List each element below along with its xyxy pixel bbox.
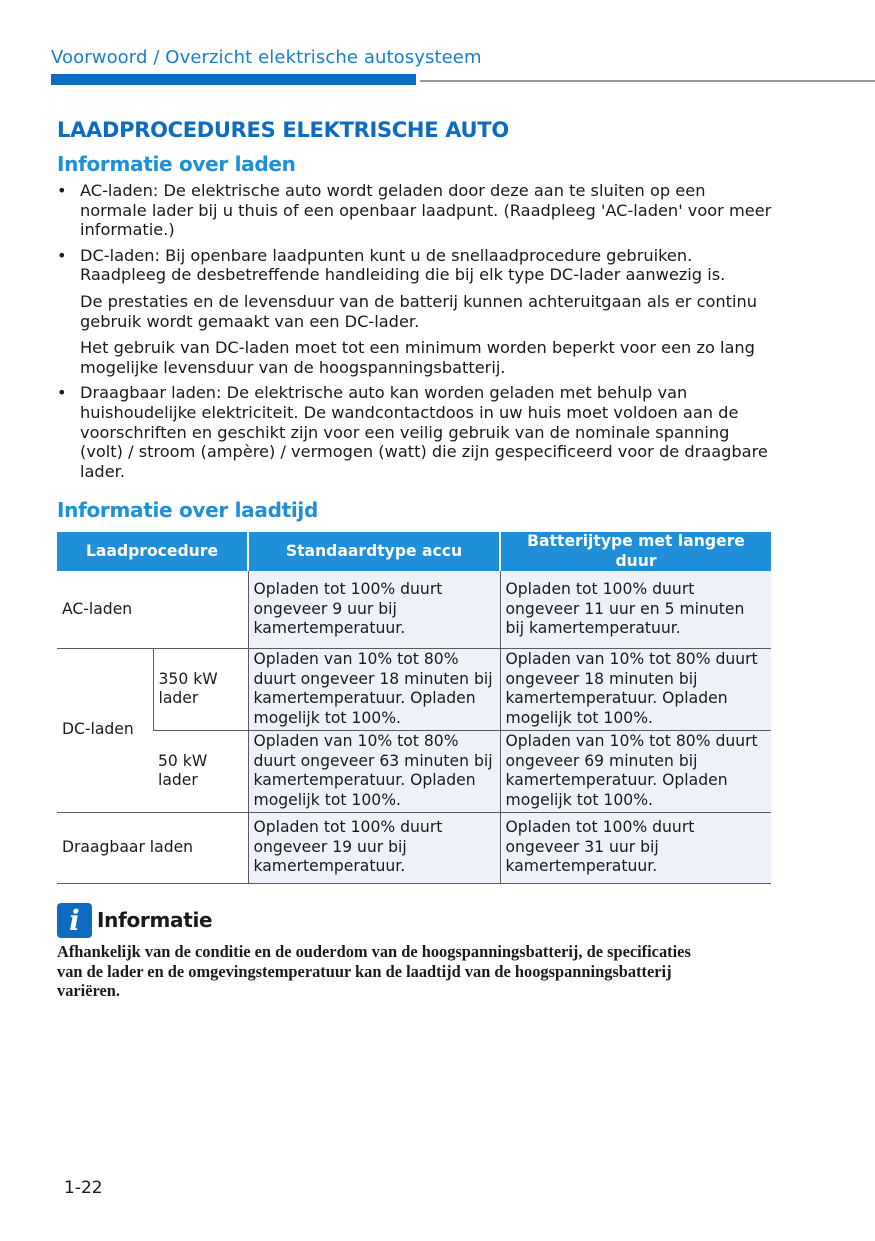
table-header: Batterijtype met langere duur [500, 532, 771, 571]
table-cell: Opladen tot 100% duurt ongeveer 19 uur bij kamertemperatuur. [248, 812, 500, 883]
table-header-row [57, 532, 771, 571]
breadcrumb: Voorwoord / Overzicht elektrische autosysteem [51, 47, 482, 68]
header-rule-grey [420, 80, 875, 82]
info-heading [57, 902, 212, 938]
bullet-icon: • [57, 245, 67, 265]
table-row [57, 730, 771, 812]
row-sublabel: 50 kW lader [153, 730, 248, 812]
bullet-icon: • [57, 383, 67, 403]
paragraph: Het gebruik van DC-laden moet tot een minimum worden beperkt voor een zo lang mogelijke levensduur van de hoogspanningsbatterij. [80, 338, 755, 377]
row-sublabel: 350 kW lader [153, 648, 248, 730]
table-row [57, 812, 771, 883]
charging-time-title: Informatie over laadtijd [57, 498, 318, 522]
table-cell: Opladen van 10% tot 80% duurt ongeveer 18 minuten bij kamertemperatuur. Opladen mogelijk tot 100%. [500, 648, 771, 730]
row-label: AC-laden [57, 571, 248, 648]
paragraph: De prestaties en de levensduur van de batterij kunnen achteruitgaan als er continu gebruik wordt gemaakt van een DC-lader. [80, 291, 758, 331]
paragraph: DC-laden: Bij openbare laadpunten kunt u de snellaadprocedure gebruiken. Raadpleeg de desbetreffende handleiding die bij elk type DC-lader aanwezig is. [80, 245, 726, 285]
row-label: Draagbaar laden [57, 812, 248, 883]
charging-time-table [57, 532, 771, 884]
info-title: Informatie [97, 908, 213, 932]
header-rule-blue [51, 74, 416, 85]
table-header: Standaardtype accu [248, 532, 500, 571]
page-number: 1-22 [64, 1178, 103, 1198]
list-item [57, 246, 777, 378]
charging-info-list [57, 181, 777, 487]
row-label: DC-laden [57, 648, 153, 812]
charging-info-title: Informatie over laden [57, 152, 296, 176]
paragraph: AC-laden: De elektrische auto wordt geladen door deze aan te sluiten op een normale lader bij u thuis of een openbaar laadpunt. (Raadpleeg 'AC-laden' voor meer informatie.) [80, 181, 772, 240]
table-cell: Opladen tot 100% duurt ongeveer 31 uur bij kamertemperatuur. [500, 812, 771, 883]
table-cell: Opladen van 10% tot 80% duurt ongeveer 63 minuten bij kamertemperatuur. Opladen mogelijk tot 100%. [248, 730, 500, 812]
info-icon: i [57, 903, 92, 938]
table-cell: Opladen tot 100% duurt ongeveer 11 uur en 5 minuten bij kamertemperatuur. [500, 571, 771, 648]
table-cell: Opladen van 10% tot 80% duurt ongeveer 69 minuten bij kamertemperatuur. Opladen mogelijk tot 100%. [500, 730, 771, 812]
paragraph: Draagbaar laden: De elektrische auto kan worden geladen met behulp van huishoudelijke elektriciteit. De wandcontactdoos in uw huis moet voldoen aan de voorschriften en geschikt zijn voor een veilig gebruik van de nominale spanning (volt) / stroom (ampère) / vermogen (watt) die zijn gespecificeerd voor de draagbare lader. [80, 383, 768, 481]
table-cell: Opladen van 10% tot 80% duurt ongeveer 18 minuten bij kamertemperatuur. Opladen mogelijk tot 100%. [248, 648, 500, 730]
info-text: Afhankelijk van de conditie en de ouderdom van de hoogspanningsbatterij, de specificaties van de lader en de omgevingstemperatuur kan de laadtijd van de hoogspanningsbatterij variëren. [57, 942, 691, 1000]
table-row [57, 648, 771, 730]
table-header: Laadprocedure [57, 532, 248, 571]
bullet-icon: • [57, 181, 67, 200]
list-item [57, 383, 777, 481]
list-item [57, 181, 777, 240]
table-cell: Opladen tot 100% duurt ongeveer 9 uur bij kamertemperatuur. [248, 571, 500, 648]
section-title: LAADPROCEDURES ELEKTRISCHE AUTO [57, 118, 509, 142]
table-row [57, 571, 771, 648]
